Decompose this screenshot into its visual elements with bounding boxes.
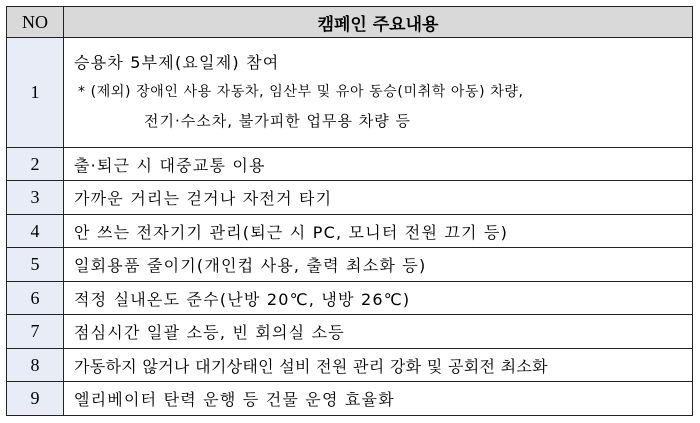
table-row: [7, 315, 693, 349]
row-content: [64, 38, 693, 148]
table-row: [7, 147, 693, 181]
table-row: [7, 38, 693, 148]
table-row: [7, 214, 693, 248]
row-number: 1: [7, 38, 64, 148]
row-content: 가동하지 않거나 대기상태인 설비 전원 관리 강화 및 공회전 최소화: [64, 348, 693, 382]
row-number: 5: [7, 248, 64, 282]
row-note-text: * (제외) 장애인 사용 자동차, 임산부 및 유아 동승(미취학 아동) 차량,: [78, 84, 524, 101]
row-content: 일회용품 줄이기(개인컵 사용, 출력 최소화 등): [64, 248, 693, 282]
row-number: 4: [7, 214, 64, 248]
header-no: NO: [7, 7, 64, 38]
campaign-table: [6, 6, 693, 416]
row-content: 엘리베이터 탄력 운행 등 건물 운영 효율화: [64, 382, 693, 416]
table-row: [7, 181, 693, 215]
table-row: [7, 348, 693, 382]
row-main-text: 승용차 5부제(요일제) 참여: [74, 53, 280, 73]
table-header-row: [7, 7, 693, 38]
row-note-continued: 전기·수소차, 불가피한 업무용 차량 등: [144, 112, 411, 131]
row-number: 2: [7, 147, 64, 181]
row-number: 8: [7, 348, 64, 382]
row-content: 가까운 거리는 걷거나 자전거 타기: [64, 181, 693, 215]
table-row: [7, 382, 693, 416]
row-content: 출·퇴근 시 대중교통 이용: [64, 147, 693, 181]
row-number: 7: [7, 315, 64, 349]
row-number: 9: [7, 382, 64, 416]
row-content: 점심시간 일괄 소등, 빈 회의실 소등: [64, 315, 693, 349]
row-number: 6: [7, 281, 64, 315]
row-number: 3: [7, 181, 64, 215]
header-content: 캠페인 주요내용: [64, 7, 693, 38]
table-row: [7, 248, 693, 282]
campaign-table-container: [6, 6, 692, 416]
table-row: [7, 281, 693, 315]
row-content: 적정 실내온도 준수(난방 20℃, 냉방 26℃): [64, 281, 693, 315]
row-content: 안 쓰는 전자기기 관리(퇴근 시 PC, 모니터 전원 끄기 등): [64, 214, 693, 248]
